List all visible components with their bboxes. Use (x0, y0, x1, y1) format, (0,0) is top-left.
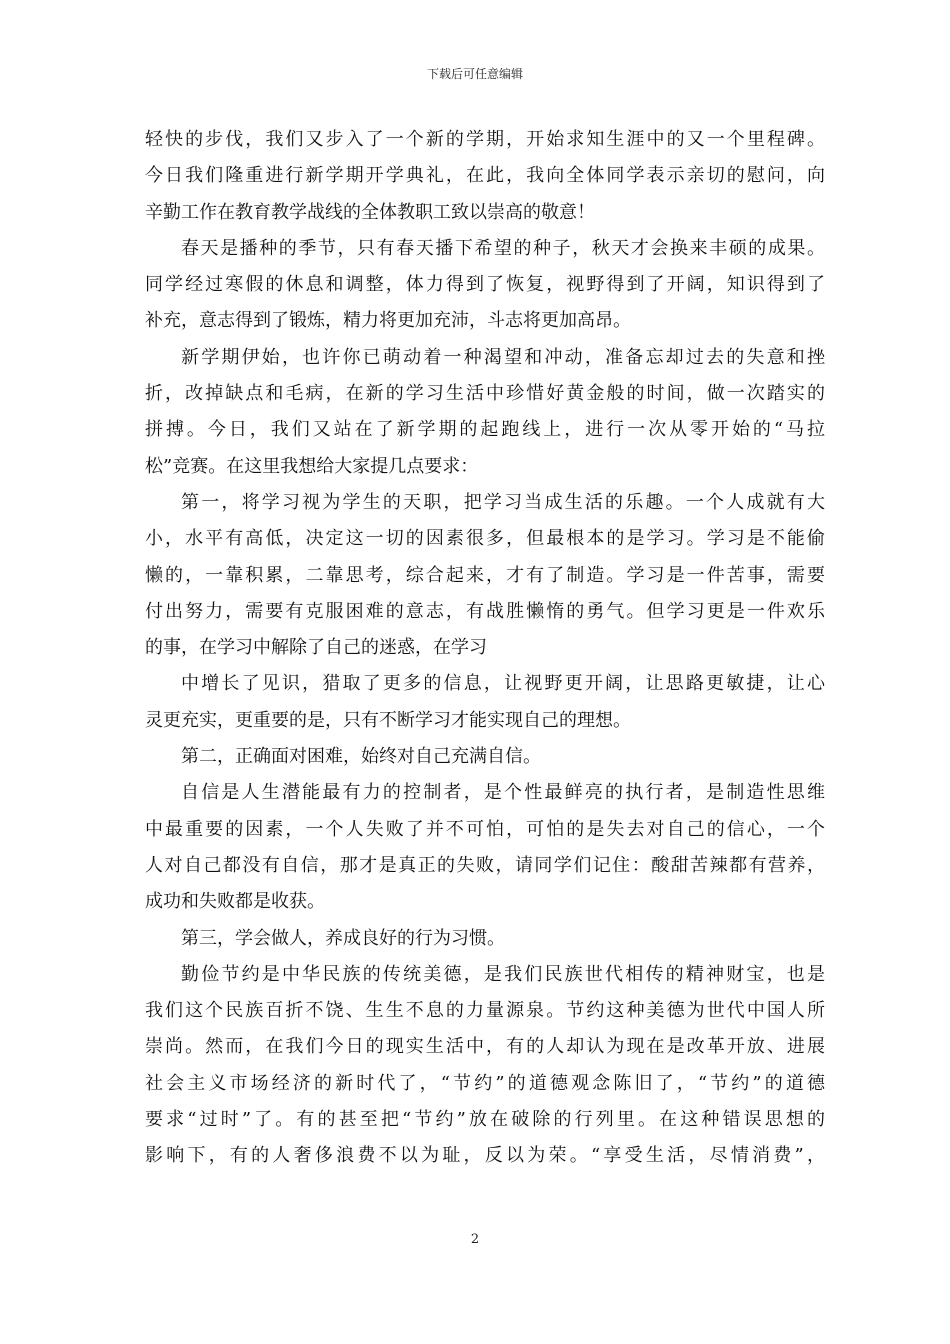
paragraph (145, 231, 825, 340)
text-line: 我们这个民族百折不饶、生生不息的力量源泉。节约这种美德为世代中国人所 (145, 1000, 825, 1022)
text-line: 影响下，有的人奢侈浪费不以为耻，反以为荣。“享受生活，尽情消费”， (145, 1145, 825, 1167)
text-line: 同学经过寒假的休息和调整，体力得到了恢复，视野得到了开阔，知识得到了 (145, 274, 825, 296)
text-line: 勤俭节约是中华民族的传统美德，是我们民族世代相传的精神财宝，也是 (181, 963, 825, 985)
text-line: 第三，学会做人，养成良好的行为习惯。 (181, 927, 505, 949)
text-line: 的事，在学习中解除了自己的迷惑，在学习 (145, 637, 487, 659)
paragraph (145, 485, 825, 666)
paragraph (145, 122, 825, 231)
text-line: 辛勤工作在教育教学战线的全体教职工致以崇高的敬意！ (145, 201, 595, 223)
paragraph (145, 957, 825, 1175)
text-line: 拼搏。今日，我们又站在了新学期的起跑线上，进行一次从零开始的“马拉 (145, 419, 825, 441)
text-line: 春天是播种的季节，只有春天播下希望的种子，秋天才会换来丰硕的成果。 (181, 237, 825, 259)
text-line: 人对自己都没有自信，那才是真正的失败，请同学们记住：酸甜苦辣都有营养， (145, 854, 825, 876)
text-line: 灵更充实，更重要的是，只有不断学习才能实现自己的理想。 (145, 709, 631, 731)
text-line: 轻快的步伐，我们又步入了一个新的学期，开始求知生涯中的又一个里程碑。 (145, 129, 825, 150)
paragraph (145, 921, 825, 957)
text-line: 自信是人生潜能最有力的控制者，是个性最鲜亮的执行者，是制造性思维 (181, 782, 825, 804)
text-line: 新学期伊始，也许你已萌动着一种渴望和冲动，准备忘却过去的失意和挫 (181, 346, 825, 368)
text-line: 松”竞赛。在这里我想给大家提几点要求： (145, 455, 479, 477)
text-line: 成功和失败都是收获。 (145, 891, 325, 913)
page-number: 2 (470, 1232, 480, 1247)
text-line: 第二，正确面对困难，始终对自己充满自信。 (181, 746, 541, 768)
paragraph (145, 340, 825, 485)
text-line: 中增长了见识，猎取了更多的信息，让视野更开阔，让思路更敏捷，让心 (181, 673, 825, 695)
text-line: 今日我们隆重进行新学期开学典礼，在此，我向全体同学表示亲切的慰问，向 (145, 165, 825, 187)
text-line: 崇尚。然而，在我们今日的现实生活中，有的人却认为现在是改革开放、进展 (145, 1036, 825, 1058)
text-line: 小，水平有高低，决定这一切的因素很多，但最根本的是学习。学习是不能偷 (145, 528, 825, 550)
text-line: 社会主义市场经济的新时代了，“节约”的道德观念陈旧了，“节约”的道德 (145, 1072, 825, 1094)
paragraph (145, 666, 825, 739)
text-line: 补充，意志得到了锻炼，精力将更加充沛，斗志将更加高昂。 (145, 310, 631, 332)
text-line: 懒的，一靠积累，二靠思考，综合起来，才有了制造。学习是一件苦事，需要 (145, 564, 825, 586)
page-header: 下载后可任意编辑 (426, 67, 523, 81)
text-line: 付出努力，需要有克服困难的意志，有战胜懒惰的勇气。但学习更是一件欢乐 (145, 600, 825, 622)
paragraph (145, 775, 825, 920)
text-line: 要求“过时”了。有的甚至把“节约”放在破除的行列里。在这种错误思想的 (145, 1109, 825, 1131)
document-body (145, 122, 825, 1175)
paragraph (145, 739, 825, 775)
text-line: 折，改掉缺点和毛病，在新的学习生活中珍惜好黄金般的时间，做一次踏实的 (145, 383, 825, 405)
text-line: 第一，将学习视为学生的天职，把学习当成生活的乐趣。一个人成就有大 (181, 491, 825, 513)
text-line: 中最重要的因素，一个人失败了并不可怕，可怕的是失去对自己的信心，一个 (145, 818, 825, 840)
